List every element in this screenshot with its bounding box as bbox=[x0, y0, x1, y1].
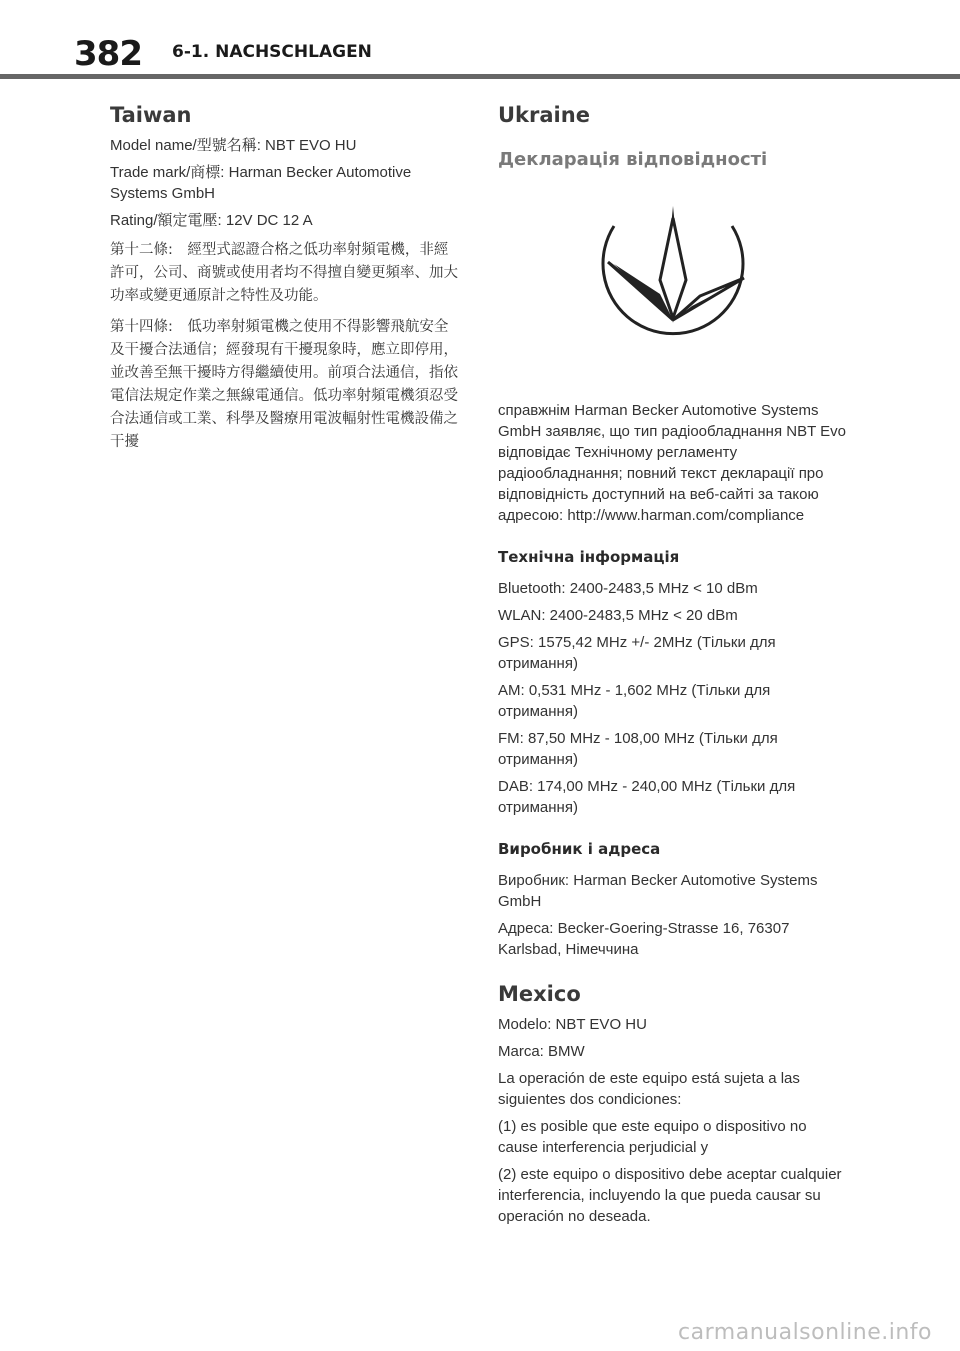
tech-item-wlan: WLAN: 2400-2483,5 MHz < 20 dBm bbox=[498, 607, 738, 624]
mexico-model: Modelo: NBT EVO HU bbox=[498, 1016, 647, 1033]
header-divider bbox=[0, 74, 960, 79]
section-title: 6-1. NACHSCHLAGEN bbox=[172, 42, 372, 62]
mexico-intro: La operación de este equipo está sujeta a las siguientes dos condiciones: bbox=[498, 1070, 800, 1108]
tech-item-dab: DAB: 174,00 MHz - 240,00 MHz (Тільки для отримання) bbox=[498, 778, 796, 816]
ukraine-declaration-heading: Декларація відповідності bbox=[498, 149, 768, 170]
page-number: 382 bbox=[74, 34, 142, 74]
ukraine-heading: Ukraine bbox=[498, 103, 590, 127]
right-column bbox=[498, 103, 850, 1227]
mexico-condition-1: (1) es posible que este equipo o dispositivo no cause interferencia perjudicial y bbox=[498, 1118, 807, 1156]
left-column bbox=[110, 103, 460, 454]
ukraine-section bbox=[498, 103, 850, 960]
ukraine-manufacturer: Виробник: Harman Becker Automotive Systems GmbH bbox=[498, 872, 818, 910]
ukraine-tech-heading: Технічна інформація bbox=[498, 548, 680, 566]
ukraine-address: Адреса: Becker-Goering-Strasse 16, 76307 Karlsbad, Німеччина bbox=[498, 920, 790, 958]
taiwan-article-14: 第十四條: 低功率射頻電機之使用不得影響飛航安全及干擾合法通信；經發現有干擾現象時，應立即停用，並改善至無干擾時方得繼續使用。前項合法通信，指依電信法規定作業之無線電通信。低功率射頻電機須忍受合法通信或工業、科學及醫療用電波輻射性電機設備之干擾 bbox=[110, 319, 458, 450]
mexico-brand: Marca: BMW bbox=[498, 1043, 585, 1060]
taiwan-section bbox=[110, 103, 460, 454]
tech-item-fm: FM: 87,50 MHz - 108,00 MHz (Тільки для отримання) bbox=[498, 730, 778, 768]
mexico-heading: Mexico bbox=[498, 982, 581, 1006]
tech-item-bluetooth: Bluetooth: 2400-2483,5 MHz < 10 dBm bbox=[498, 580, 758, 597]
taiwan-article-12: 第十二條: 經型式認證合格之低功率射頻電機，非經許可，公司、商號或使用者均不得擅自變更頻率、加大功率或變更通原計之特性及功能。 bbox=[110, 242, 458, 304]
mexico-section bbox=[498, 982, 850, 1227]
taiwan-model-name: Model name/型號名稱: NBT EVO HU bbox=[110, 137, 357, 154]
conformity-logo-container bbox=[498, 170, 850, 400]
ukraine-declaration-text: справжнім Harman Becker Automotive Systems GmbH заявляє, що тип радіообладнання NBT Evo відповідає Технічному регламенту радіообладнання; повний текст декларації про відповідність доступний на веб-сайті за такою адресою: http://www.harman.com/compliance bbox=[498, 402, 847, 524]
footer-watermark: carmanualsonline.info bbox=[678, 1320, 932, 1345]
page-header bbox=[0, 0, 960, 80]
taiwan-rating: Rating/額定電壓: 12V DC 12 A bbox=[110, 212, 313, 229]
taiwan-heading: Taiwan bbox=[110, 103, 192, 127]
ukrainian-conformity-mark-icon bbox=[580, 198, 766, 366]
tech-item-am: AM: 0,531 MHz - 1,602 MHz (Тільки для отримання) bbox=[498, 682, 771, 720]
taiwan-trade-mark: Trade mark/商標: Harman Becker Automotive Systems GmbH bbox=[110, 164, 412, 202]
ukraine-manufacturer-heading: Виробник і адреса bbox=[498, 840, 661, 858]
mexico-condition-2: (2) este equipo o dispositivo debe aceptar cualquier interferencia, incluyendo la que pueda causar su operación no deseada. bbox=[498, 1166, 842, 1225]
tech-item-gps: GPS: 1575,42 MHz +/- 2MHz (Тільки для отримання) bbox=[498, 634, 776, 672]
